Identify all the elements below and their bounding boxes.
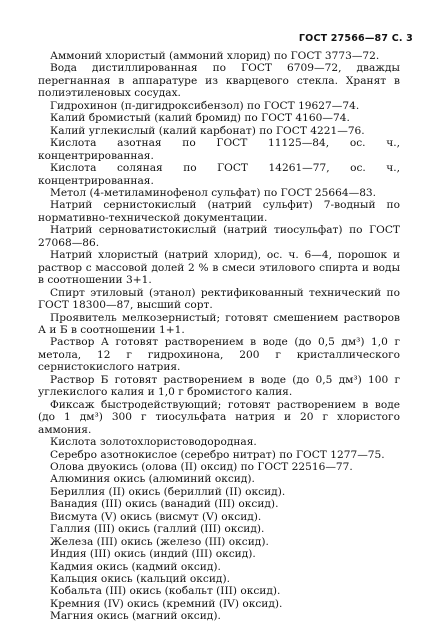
paragraph: Кадмия окись (кадмий оксид).: [50, 560, 221, 573]
paragraph: Висмута (V) окись (висмут (V) оксид).: [50, 510, 262, 523]
paragraph: Галлия (III) окись (галлий (III) оксид).: [50, 523, 265, 536]
paragraph: Аммоний хлористый (аммоний хлорид) по ГОСТ 3773—72.: [50, 50, 380, 62]
paragraph: Ванадия (III) окись (ванадий (III) оксид).: [50, 498, 279, 511]
paragraph: Фиксаж быстродействующий; готовят растворением в воде (до 1 дм³) 300 г тиосульфата натрия и 20 г хлористого аммония.: [38, 398, 400, 436]
paragraph: Спирт этиловый (этанол) ректификованный технический по ГОСТ 18300—87, высший сорт.: [38, 286, 400, 312]
page-header: ГОСТ 27566—87 С. 3: [298, 33, 413, 44]
paragraph: Вода дистиллированная по ГОСТ 6709—72, дважды перегнанная в аппаратуре из кварцевого стекла. Хранят в полиэтиленовых сосудах.: [38, 62, 400, 100]
paragraph: Проявитель мелкозернистый; готовят смешением растворов А и Б в соотношении 1+1.: [38, 311, 400, 336]
paragraph: Гидрохинон (п-дигидроксибензол) по ГОСТ 19627—74.: [50, 99, 360, 112]
paragraph: Кальция окись (кальций оксид).: [50, 573, 230, 586]
paragraph: Кислота золотохлористоводородная.: [50, 436, 257, 449]
paragraph: Кислота соляная по ГОСТ 14261—77, ос. ч., концентрированная.: [38, 162, 400, 187]
paragraph: Раствор А готовят растворением в воде (до 0,5 дм³) 1,0 г метола, 12 г гидрохинона, 200 г кристаллического сернистокислого натрия.: [38, 336, 400, 374]
page-body: [38, 50, 400, 623]
paragraph: Калий углекислый (калий карбонат) по ГОСТ 4221—76.: [50, 124, 365, 137]
paragraph: Кислота азотная по ГОСТ 11125—84, ос. ч., концентрированная.: [38, 137, 400, 162]
paragraph: Натрий хлористый (натрий хлорид), ос. ч. 6—4, порошок и раствор с массовой долей 2 % в смеси этилового спирта и воды в соотношении 3+1.: [38, 249, 400, 287]
paragraph: Железа (III) окись (железо (III) оксид).: [50, 535, 269, 548]
paragraph: Алюминия окись (алюминий оксид).: [50, 473, 255, 486]
paragraph: Олова двуокись (олова (II) оксид) по ГОСТ 22516—77.: [50, 460, 353, 473]
paragraph: Раствор Б готовят растворением в воде (до 0,5 дм³) 100 г углекислого калия и 1,0 г бромистого калия.: [38, 373, 400, 399]
paragraph: Магния окись (магний оксид).: [50, 610, 221, 623]
paragraph: Кремния (IV) окись (кремний (IV) оксид).: [50, 597, 283, 610]
paragraph: Натрий сернистокислый (натрий сульфит) 7-водный по нормативно-технической документации.: [38, 199, 400, 224]
paragraph: Калий бромистый (калий бромид) по ГОСТ 4160—74.: [50, 112, 350, 125]
paragraph: Кобальта (III) окись (кобальт (III) оксид).: [50, 585, 281, 598]
paragraph: Индия (III) окись (индий (III) оксид).: [50, 548, 256, 561]
paragraph: Серебро азотнокислое (серебро нитрат) по ГОСТ 1277—75.: [50, 448, 385, 461]
paragraph: Натрий серноватистокислый (натрий тиосульфат) по ГОСТ 27068—86.: [38, 224, 400, 249]
paragraph: Метол (4-метиламинофенол сульфат) по ГОСТ 25664—83.: [50, 186, 377, 199]
paragraph: Бериллия (II) окись (бериллий (II) оксид).: [50, 485, 286, 498]
